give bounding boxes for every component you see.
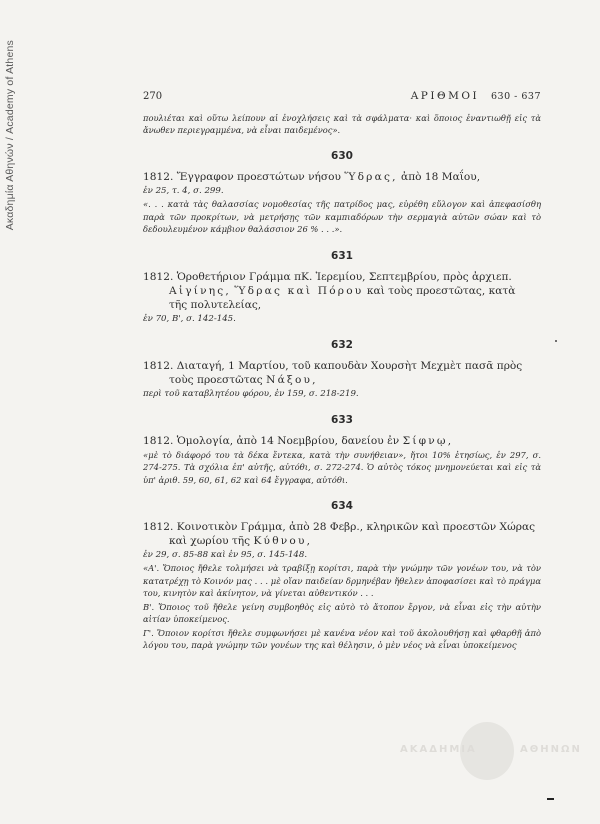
entry-reference: ἐν 25, τ. 4, σ. 299. <box>143 186 224 196</box>
entry-title-date: ἀπὸ 18 Μαΐου, <box>401 171 481 183</box>
entry-title-place: Ὕδρας καὶ Πόρου <box>234 284 364 297</box>
running-title-text: ΑΡΙΘΜΟΙ <box>410 90 480 102</box>
entry-title <box>143 170 541 184</box>
entry-title <box>143 520 541 548</box>
entry-quote: «. . . κατὰ τὰς θαλασσίας νομοθεσίας τῆς πατρίδος μας, εὑρέθη εὔλογον καὶ ἀπεφασίσθη παρὰ τῶν προκρίτων, νὰ μετρήσῃς τῶν καμπιαδόρων τὴν σερμαγιὰ αὐτῶν σώαν καὶ τὸ δεδουλευμένον κάμβιον θαλάσσιον 26 % . . .». <box>143 199 541 234</box>
entry-reference: ἐν 29, σ. 85-88 καὶ ἐν 95, σ. 145-148. <box>143 550 308 560</box>
entry-title-text: 1812. Ὁροθετήριον Γράμμα πΚ. Ἱερεμίου, Σεπτεμβρίου, πρὸς ἀρχιεπ. <box>143 270 512 283</box>
entry-title-place: Σίφνῳ, <box>402 434 454 447</box>
page-number: 270 <box>143 91 163 102</box>
entry-634 <box>143 500 541 652</box>
entry-title-text: 1812. Κοινοτικὸν Γράμμα, ἀπὸ 28 Φεβρ., κληρικῶν καὶ προεστῶν Χώρας <box>143 521 536 533</box>
page-header <box>143 90 541 102</box>
document-page <box>143 90 541 652</box>
entry-title-text: τῆς πολυτελείας, <box>169 298 262 311</box>
entry-reference: ἐν 70, Β', σ. 142-145. <box>143 313 236 324</box>
entry-title-text: τοὺς προεστῶτας <box>169 373 263 386</box>
entry-title-text: 1812. Διαταγή, 1 Μαρτίου, τοῦ καπουδὰν Χουρσὴτ Μεχμὲτ πασᾶ πρὸς <box>143 359 523 372</box>
entry-title-text: 1812. Ὁμολογία, ἀπὸ 14 Νοεμβρίου, δανείου ἐν <box>143 434 400 447</box>
entry-quote: Γ'. Ὅποιον κορίτσι ἤθελε συμφωνήσει μὲ κανένα νέον καὶ τοῦ ἀκολουθήσῃ καὶ φθαρθῇ ἀπὸ λόγου του, παρὰ γνώμην τῶν γονέων της καὶ θέλησιν, ὁ μὲν νέος νὰ εἶναι ὑποκείμενος <box>143 627 541 650</box>
entry-reference: περὶ τοῦ καταβλητέου φόρου, ἐν 159, σ. 218-219. <box>143 388 359 399</box>
scan-speck <box>555 340 557 342</box>
entry-quote: «Α'. Ὅποιος ἤθελε τολμήσει νὰ τραβίξῃ κορίτσι, παρὰ τὴν γνώμην τῶν γονέων του, νὰ τὸν κατατρέχῃ τὸ Κοινόν μας . . . μὲ οἵαν παιδείαν δρμηνέβαν ἤθελεν ἀποφασίσει καὶ τὸ πράγμα του, κινητὸν καὶ ἀκίνητον, νὰ γίνεται αὐθεντικόν . . . <box>143 563 541 598</box>
entry-title-place: Αἰγίνης, <box>169 284 231 297</box>
entry-title <box>143 434 541 448</box>
entry-title-place: Νάξου, <box>266 373 318 386</box>
running-title <box>411 90 541 102</box>
scan-mark <box>547 798 554 800</box>
entry-title-text: καὶ χωρίου τῆς <box>169 535 251 547</box>
entry-quote: Β'. Ὅποιος τοῦ ἤθελε γείνη συμβοηθὸς εἰς αὐτὸ τὸ ἄτοπον ἔργον, νὰ εἶναι εἰς τὴν αὐτὴν αἰτίαν ὑποκείμενος. <box>143 601 541 624</box>
entry-title <box>143 270 541 312</box>
entry-number: 630 <box>331 150 353 162</box>
watermark-text-right: ΑΘΗΝΩΝ <box>520 744 582 755</box>
running-title-range: 630 - 637 <box>490 91 541 102</box>
side-watermark: Ακαδημία Αθηνών / Academy of Athens <box>4 40 16 231</box>
intro-text: πουλιέται καὶ οὕτω λείπουν αἱ ἐνοχλήσεις καὶ τὰ σφάλματα· καὶ ὅποιος ἐναντιωθῇ εἰς τὰ ἄνωθεν περιεγραμμένα, νὰ εἶναι παιδεμένος». <box>143 113 541 135</box>
entry-title <box>143 359 541 387</box>
entry-title-place: Ὕδρας, <box>344 171 398 183</box>
entry-630 <box>143 150 541 236</box>
entry-title-text: 1812. Ἔγγραφον προεστώτων νήσου <box>143 171 341 183</box>
entry-number: 634 <box>331 500 353 512</box>
entry-title-text: καὶ τοὺς προεστῶτας, κατὰ <box>366 284 516 297</box>
entry-631 <box>143 250 541 325</box>
entry-633 <box>143 414 541 487</box>
watermark-text-left: ΑΚΑΔΗΜΙΑ <box>400 744 477 755</box>
entry-number: 633 <box>331 413 353 426</box>
entry-title-place: Κύθνου, <box>253 535 313 547</box>
entry-quote: «μὲ τὸ διάφορό του τὰ δέκα ἔντεκα, κατὰ τὴν συνήθειαν», ἤτοι 10% ἐτησίως, ἐν 297, σ. 274-275. Τὰ σχόλια ἐπ' αὐτῆς, αὐτόθι, σ. 272-274. Ὁ αὐτὸς τόκος μνημονεύεται καὶ εἰς τὰ ὑπ' ἀριθ. 59, 60, 61, 62 καὶ 64 ἔγγραφα, αὐτόθι. <box>143 449 541 485</box>
entry-632 <box>143 339 541 400</box>
academy-watermark-logo <box>400 722 600 782</box>
entry-number: 631 <box>331 249 353 262</box>
entry-number: 632 <box>331 338 353 351</box>
